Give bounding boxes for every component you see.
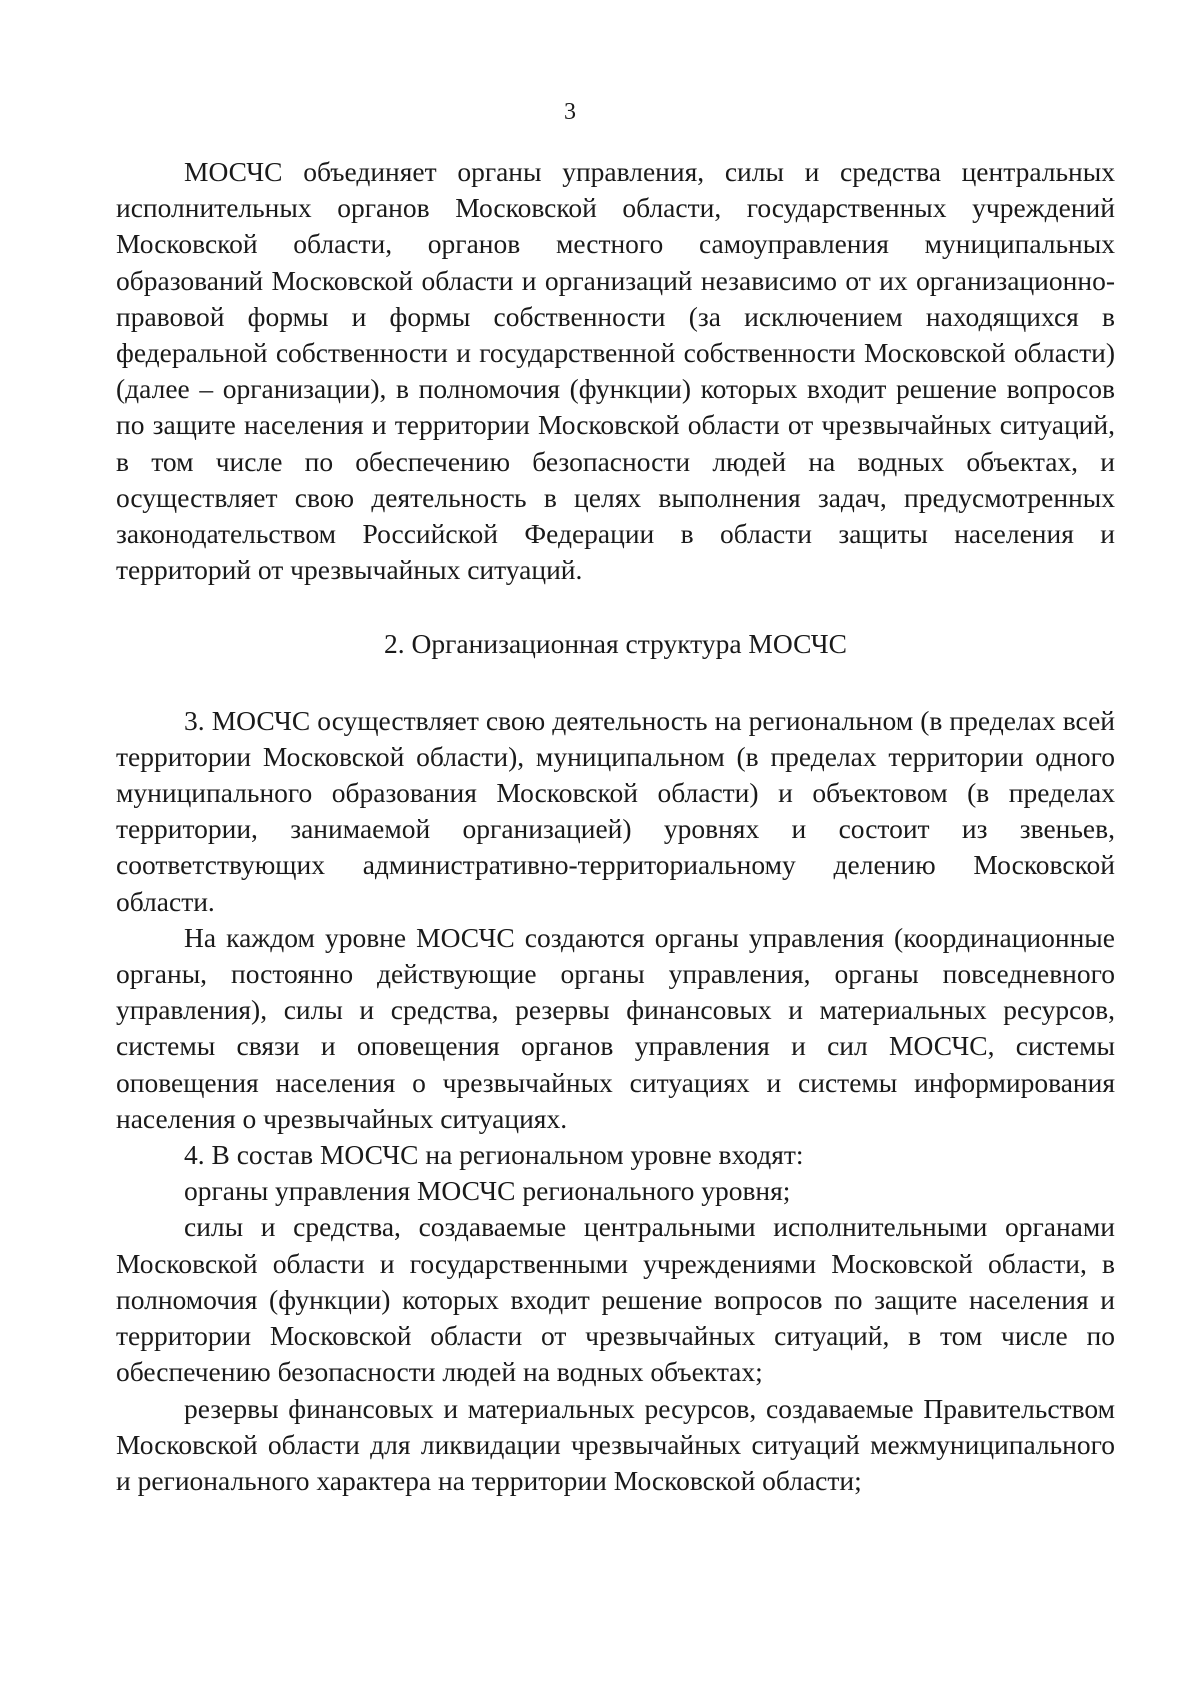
paragraph-reserves: резервы финансовых и материальных ресурсов, создаваемые Правительством Московской области для ликвидации чрезвычайных ситуаций межмуниципального и регионального характера на территории Московской области; xyxy=(116,1392,1115,1496)
document-body xyxy=(116,154,1115,1499)
paragraph-each-level: На каждом уровне МОСЧС создаются органы управления (координационные органы, постоянно действующие органы управления, органы повседневного управления), силы и средства, резервы финансовых и материальных ресурсов, системы связи и оповещения органов управления и сил МОСЧС, системы оповещения населения о чрезвычайных ситуациях и системы информирования населения о чрезвычайных ситуациях. xyxy=(116,921,1115,1134)
section-heading: 2. Организационная структура МОСЧС xyxy=(384,628,847,660)
paragraph-mosches-composition: МОСЧС объединяет органы управления, силы и средства центральных исполнительных органов Московской области, государственных учреждений Московской области, органов местного самоуправления муниципальных образований Московской области и организаций независимо от их организационно-правовой формы и формы собственности (за исключением находящихся в федеральной собственности и государственной собственности Московской области) (далее – организации), в полномочия (функции) которых входит решение вопросов по защите населения и территории Московской области от чрезвычайных ситуаций, в том числе по обеспечению безопасности людей на водных объектах, и осуществляет свою деятельность в целях выполнения задач, предусмотренных законодательством Российской Федерации в области защиты населения и территорий от чрезвычайных ситуаций. xyxy=(116,156,1115,586)
page-number: 3 xyxy=(564,99,576,125)
paragraph-4-regional: 4. В состав МОСЧС на региональном уровне входят: xyxy=(184,1139,804,1171)
paragraph-governing-bodies: органы управления МОСЧС регионального уровня; xyxy=(184,1175,791,1207)
paragraph-forces-and-means: силы и средства, создаваемые центральными исполнительными органами Московской области и государственными учреждениями Московской области, в полномочия (функции) которых входит решение вопросов по защите населения и территории Московской области от чрезвычайных ситуаций, в том числе по обеспечению безопасности людей на водных объектах; xyxy=(116,1211,1115,1388)
paragraph-3-levels: 3. МОСЧС осуществляет свою деятельность на региональном (в пределах всей территории Московской области), муниципальном (в пределах территории одного муниципального образования Московской области) и объектовом (в пределах территории, занимаемой организацией) уровнях и состоит из звеньев, соответствующих административно-территориальному делению Московской области. xyxy=(116,704,1115,917)
